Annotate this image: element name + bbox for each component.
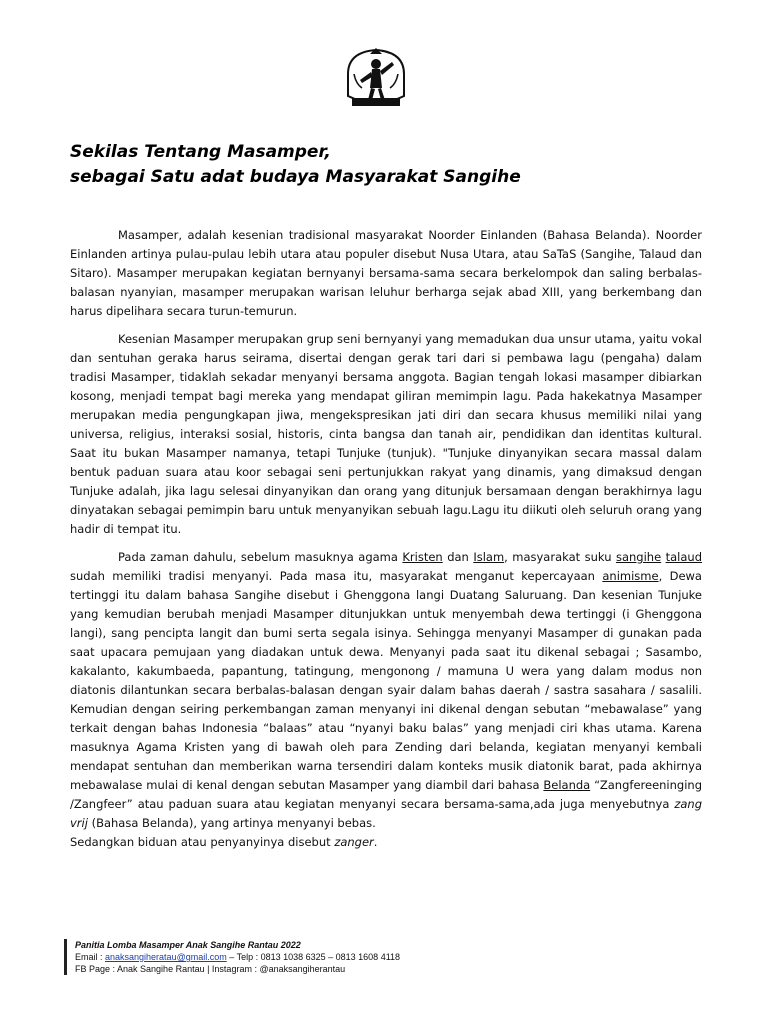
- paragraph-1: Masamper, adalah kesenian tradisional masyarakat Noorder Einlanden (Bahasa Belanda). Noorder Einlanden artinya pulau-pulau lebih utara atau populer disebut Nusa Utara, atau SaTaS (Sangihe, Talaud dan Sitaro). Masamper merupakan kegiatan bernyanyi bersama-sama secara berkelompok dan saling berbalas-balasan nyanyian, masamper merupakan warisan leluhur berharga sejak abad XIII, yang berkembang dan harus dipelihara secara turun-temurun.: [70, 228, 702, 318]
- page-footer: [64, 939, 400, 975]
- paragraph-3-text: (Bahasa Belanda), yang artinya menyanyi bebas.: [87, 816, 376, 830]
- paragraph-2: Kesenian Masamper merupakan grup seni bernyanyi yang memadukan dua unsur utama, yaitu vokal dan sentuhan geraka harus seirama, disertai dengan gerak tari dari si pembawa lagu (pengaha) dalam tradisi Masamper, tidaklah sekadar menyanyi bersama anggota. Bagian tengah lokasi masamper dibiarkan kosong, menjadi tempat bagi mereka yang mendapat giliran memimpin lagu. Pada hakekatnya Masamper merupakan media pengungkapan jiwa, mengekspresikan jati diri dan secara khusus memiliki nilai yang universa, religius, interaksi sosial, historis, cinta bangsa dan tanah air, pendidikan dan identitas kultural. Saat itu bukan Masamper namanya, tetapi Tunjuke (tunjuk). "Tunjuke dinyanyikan secara massal dalam bentuk paduan suara atau koor sebagai seni pertunjukkan rakyat yang dinamis, yang dimaksud dengan Tunjuke adalah, jika lagu selesai dinyanyikan dan orang yang ditunjuk bersamaan dengan berakhirnya lagu dinyatakan sebagai pemimpin baru untuk menyanyikan sebuah lagu.Lagu itu diikuti oleh seluruh orang yang hadir di tempat itu.: [70, 332, 702, 536]
- title-line-1: Sekilas Tentang Masamper,: [70, 142, 331, 162]
- zanger-term: zanger: [334, 835, 374, 849]
- paragraph-3-text: “Zangfereeninging /Zangfeer” atau paduan suara atau kegiatan menyanyi secara bersama-sama,ada juga menyebutnya: [70, 778, 702, 811]
- paragraph-3-text: sudah memiliki tradisi menyanyi. Pada masa itu, masyarakat menganut kepercayaan: [70, 569, 603, 583]
- paragraph-3-text: dan: [442, 550, 474, 564]
- article-body: [70, 226, 702, 861]
- paragraph-4-text: Sedangkan biduan atau penyanyinya disebut: [70, 835, 335, 849]
- paragraph-3: [70, 548, 702, 833]
- event-logo: [342, 44, 410, 114]
- paragraph-3-text: Pada zaman dahulu, sebelum masuknya agama: [118, 550, 403, 564]
- belanda-link[interactable]: Belanda: [543, 778, 591, 792]
- footer-social: FB Page : Anak Sangihe Rantau | Instagram : @anaksangiherantau: [75, 964, 346, 974]
- zang-vrij-term: zang vrij: [70, 797, 702, 830]
- singer-emblem-icon: [342, 44, 410, 114]
- kristen-link[interactable]: Kristen: [402, 550, 443, 564]
- email-label: Email :: [75, 952, 106, 962]
- paragraph-4-text: .: [373, 835, 378, 849]
- animisme-link[interactable]: animisme: [602, 569, 659, 583]
- sangihe-link[interactable]: sangihe: [615, 550, 662, 564]
- phone-text: – Telp : 0813 1038 6325 – 0813 1608 4118: [226, 952, 401, 962]
- email-link[interactable]: anaksangiheratau@gmail.com: [105, 952, 227, 962]
- talaud-link[interactable]: talaud: [665, 550, 702, 564]
- footer-contact: [75, 951, 400, 963]
- paragraph-3-text: , masyarakat suku: [504, 550, 616, 564]
- document-title: [70, 140, 710, 190]
- footer-organizer: Panitia Lomba Masamper Anak Sangihe Rantau 2022: [75, 940, 301, 950]
- title-line-2: sebagai Satu adat budaya Masyarakat Sangihe: [70, 167, 521, 187]
- paragraph-3-text: , Dewa tertinggi itu dalam bahasa Sangihe disebut i Ghenggona langi Duatang Saluruang. Dan kesenian Tunjuke yang kemudian berubah menjadi Masamper ditunjukkan untuk menyembah dewa tertinggi (i Ghenggona langi), sang pencipta langit dan bumi serta segala isinya. Sehingga menyanyi Masamper di gunakan pada saat upacara pemujaan yang diadakan untuk dewa. Menyanyi pada saat itu dikenal sebagai ; Sasambo, kakalanto, kakumbaeda, papantung, tatingung, mengonong / mamuna U wera yang dalam modus non diatonis dilantunkan secara berbalas-balasan dengan syair dalam bahas daerah / sastra sasahara / sasalili. Kemudian dengan seiring perkembangan zaman menyanyi ini dikenal dengan sebutan “mebawalase” yang terkait dengan bahas Indonesia “balaas” atau “nyanyi baku balas” yang menjadi ciri khas utama. Karena masuknya Agama Kristen yang di bawah oleh para Zending dari belanda, kegiatan menyanyi kembali mendapat sentuhan dan memberikan warna tersendiri dalam konteks musik diatonik barat, pada akhirnya mebawalase mulai di kenal dengan sebutan Masamper yang diambil dari bahasa: [70, 569, 702, 792]
- islam-link[interactable]: Islam: [473, 550, 505, 564]
- paragraph-4: [70, 833, 702, 852]
